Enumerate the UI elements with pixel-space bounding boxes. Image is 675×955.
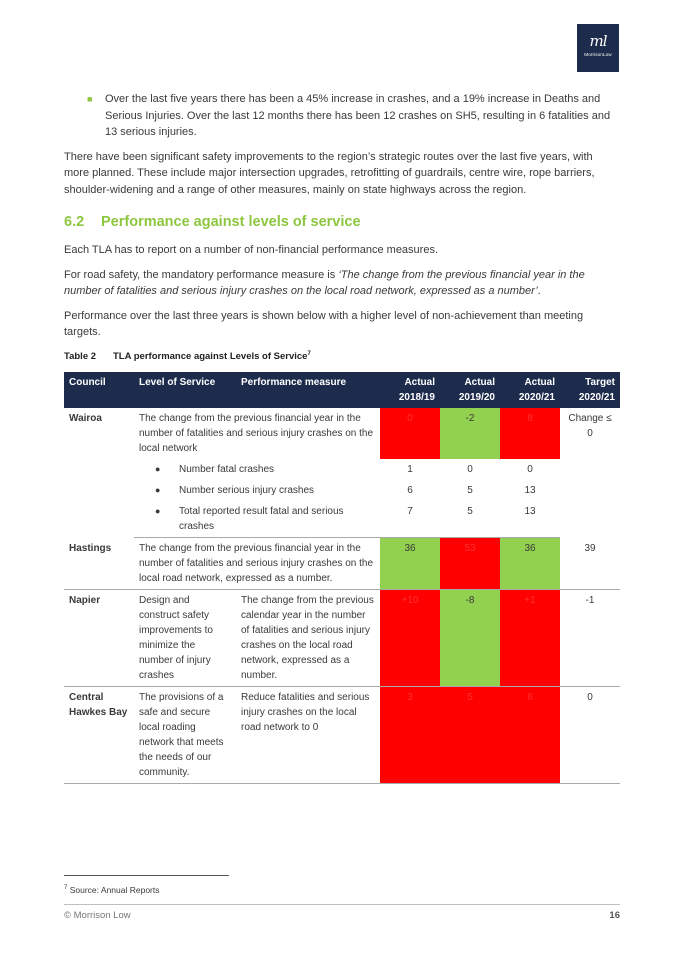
council-cell: Central Hawkes Bay: [64, 687, 134, 784]
sub-measure-label: Total reported result fatal and serious crashes: [179, 506, 344, 532]
table-row-central-hawkes-bay: [64, 687, 620, 784]
sub-measure-label: Number serious injury crashes: [179, 485, 315, 496]
council-cell: Napier: [64, 590, 134, 687]
table-caption-text: TLA performance against Levels of Service: [113, 350, 308, 362]
section-title: Performance against levels of service: [101, 214, 361, 230]
table-subrow: [64, 480, 620, 501]
actual-2019-20-cell: 53: [440, 538, 500, 590]
section-heading: [64, 212, 620, 232]
actual-2018-19-cell: 36: [380, 538, 440, 590]
actual-2020-21-cell: 6: [500, 687, 560, 784]
bullet-dot-icon: ●: [155, 464, 161, 474]
actual-2019-20-cell: -2: [440, 408, 500, 459]
header-level-of-service: Level of Service: [134, 372, 236, 408]
target-cell: Change ≤ 0: [568, 413, 612, 439]
bullet-dot-icon: ■: [87, 94, 93, 104]
bullet-text: Over the last five years there has been a 45% increase in crashes, and a 19% increase in Deaths and Serious Injuries. Over the last 12 months there has been 12 crashes on SH5, resulting in 6 fatalities and 13 serious injuries.: [105, 93, 611, 138]
level-of-service-cell: The provisions of a safe and secure local roading network that meets the needs of our community.: [134, 687, 236, 784]
sub-value: 7: [380, 501, 440, 538]
table-subrow: [64, 459, 620, 480]
paragraph-safety-improvements: There have been significant safety improvements to the region’s strategic routes over the last five years, with more planned. These include major intersection upgrades, retrofitting of guardrails, centre wire, rope barriers, shoulder-widening and a range of other measures, mainly on state highways across the region.: [64, 150, 595, 196]
actual-2020-21-cell: 8: [500, 408, 560, 459]
mandatory-measure-quote: ‘The change from the previous financial year in the number of fatalities and serious injury crashes on the local road network, expressed as a number’: [64, 268, 585, 297]
section-number: 6.2: [64, 214, 85, 230]
header-target-2020-21: Target 2020/21: [560, 372, 620, 408]
level-of-service-cell: Design and construct safety improvements to minimize the number of injury crashes: [134, 590, 236, 687]
footer-divider: [64, 904, 620, 905]
sub-value: 13: [500, 501, 560, 538]
measure-cell: The change from the previous financial year in the number of fatalities and serious injury crashes on the local network: [139, 413, 374, 454]
sub-value: 13: [524, 485, 536, 496]
table-caption-label: Table 2: [64, 350, 97, 362]
header-actual-2018-19: Actual 2018/19: [380, 372, 440, 408]
table-row-hastings: [64, 538, 620, 590]
performance-table: [64, 372, 620, 784]
logo-mark: ml: [589, 32, 607, 50]
paragraph-mandatory-measure: [64, 267, 620, 300]
table-row-wairoa: [64, 408, 620, 459]
paragraph-tla-reporting: Each TLA has to report on a number of non-financial performance measures.: [64, 244, 439, 256]
sub-value: 0: [527, 464, 533, 475]
sub-value: 0: [467, 464, 473, 475]
actual-2019-20-cell: -8: [440, 590, 500, 687]
actual-2020-21-cell: +1: [500, 590, 560, 687]
table-subrow: [64, 501, 620, 538]
council-cell: Hastings: [64, 538, 134, 590]
target-cell: -1: [560, 590, 620, 687]
table-row-napier: [64, 590, 620, 687]
sub-measure-label: Number fatal crashes: [179, 464, 275, 475]
header-council: Council: [64, 372, 134, 408]
bullet-dot-icon: ●: [155, 506, 161, 516]
footer-copyright: © Morrison Low: [64, 910, 131, 921]
paragraph-performance-summary: Performance over the last three years is shown below with a higher level of non-achievement than meeting targets.: [64, 309, 584, 338]
page-content: [64, 91, 620, 784]
target-cell: 39: [560, 538, 620, 590]
footnote-divider: [64, 875, 229, 876]
measure-cell: Reduce fatalities and serious injury crashes on the local road network to 0: [236, 687, 380, 784]
actual-2018-19-cell: 0: [380, 408, 440, 459]
header-actual-2020-21: Actual 2020/21: [500, 372, 560, 408]
table-header-row: [64, 372, 620, 408]
logo-name: MorrisonLow: [584, 52, 612, 57]
actual-2018-19-cell: +10: [380, 590, 440, 687]
measure-cell: The change from the previous financial year in the number of fatalities and serious injury crashes on the local road network, expressed as a number.: [134, 538, 380, 590]
measure-cell: The change from the previous calendar year in the number of fatalities and serious injury crashes on the local road network, expressed as a number.: [236, 590, 380, 687]
mandatory-measure-lead: For road safety, the mandatory performance measure is: [64, 268, 339, 281]
sub-value: 1: [407, 464, 413, 475]
company-logo: [577, 24, 619, 72]
actual-2020-21-cell: 36: [500, 538, 560, 590]
actual-2019-20-cell: 5: [440, 687, 500, 784]
sub-value: 6: [407, 485, 413, 496]
header-performance-measure: Performance measure: [236, 372, 380, 408]
target-cell: 0: [560, 687, 620, 784]
table-caption: [64, 349, 620, 366]
mandatory-measure-end: .: [537, 285, 541, 297]
footnote-number: 7: [64, 885, 68, 891]
footnote-text: Source: Annual Reports: [69, 884, 160, 895]
page-number: 16: [609, 910, 620, 921]
sub-value: 5: [467, 485, 473, 496]
bullet-item: [64, 91, 620, 141]
footnote: [64, 880, 160, 898]
sub-value: 5: [440, 501, 500, 538]
header-actual-2019-20: Actual 2019/20: [440, 372, 500, 408]
bullet-dot-icon: ●: [155, 485, 161, 495]
table-caption-footnote-ref: 7: [307, 350, 311, 357]
council-cell: Wairoa: [69, 413, 102, 424]
actual-2018-19-cell: 3: [380, 687, 440, 784]
